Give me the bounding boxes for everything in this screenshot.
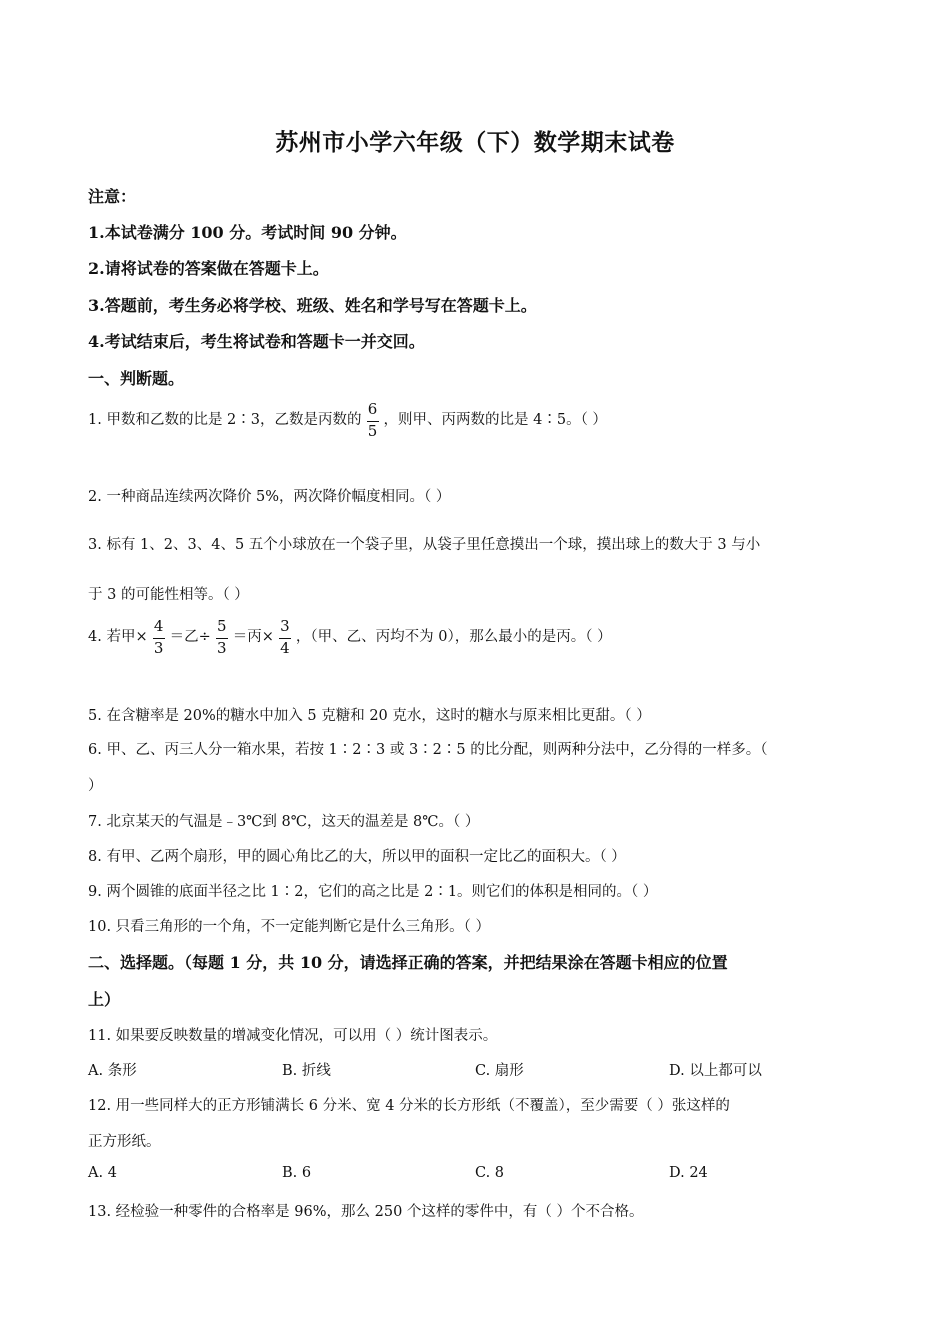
notes-heading: 注意： [88,187,137,206]
question-12-line-1: 12. 用一些同样大的正方形铺满长 6 分米、宽 4 分米的长方形纸（不覆盖），至少需要（ ）张这样的 [88,1098,730,1114]
option-c: C. 8 [475,1165,505,1181]
option-b: B. 6 [282,1165,312,1181]
question-6-line-1: 6. 甲、乙、丙三人分一箱水果，若按 1∶2∶3 或 3∶2∶5 的比分配，则两种分法中，乙分得的一样多。（ [88,742,768,758]
note-item: 2.请将试卷的答案做在答题卡上。 [88,259,329,278]
question-text: 4. 若甲× [88,629,148,645]
fraction-denominator: 5 [367,422,378,440]
question-text: ＝丙× [232,629,274,645]
note-item: 3.答题前，考生务必将学校、班级、姓名和学号写在答题卡上。 [88,296,537,315]
page-title: 苏州市小学六年级（下）数学期末试卷 [275,129,675,156]
note-item: 4.考试结束后，考生将试卷和答题卡一并交回。 [88,332,425,351]
question-text: 1. 甲数和乙数的比是 2∶3，乙数是丙数的 [88,412,362,428]
question-3-line-1: 3. 标有 1、2、3、4、5 五个小球放在一个袋子里，从袋子里任意摸出一个球，摸出球上的数大于 3 与小 [88,537,761,553]
fraction-numerator: 4 [153,617,164,635]
section-heading-judgement: 一、判断题。 [88,369,185,388]
option-a: A. 条形 [88,1063,137,1079]
fraction [278,617,292,657]
fraction [152,617,166,657]
note-item: 1.本试卷满分 100 分。考试时间 90 分钟。 [88,223,407,242]
fraction-numerator: 6 [367,400,378,418]
fraction-denominator: 4 [280,639,290,657]
question-11: 11. 如果要反映数量的增减变化情况，可以用（ ）统计图表示。 [88,1028,498,1044]
question-2: 2. 一种商品连续两次降价 5%，两次降价幅度相同。（ ） [88,489,451,505]
question-4 [88,617,612,657]
question-text: ，则甲、丙两数的比是 4∶5。（ ） [383,412,607,428]
option-c: C. 扇形 [475,1063,524,1079]
section-heading-choice: 二、选择题。（每题 1 分，共 10 分，请选择正确的答案，并把结果涂在答题卡相应的位置 [88,953,728,972]
question-6-line-2: ） [88,778,103,794]
question-5: 5. 在含糖率是 20%的糖水中加入 5 克糖和 20 克水，这时的糖水与原来相比更甜。（ ） [88,708,651,724]
option-d: D. 24 [669,1165,708,1181]
fraction-denominator: 3 [153,639,164,657]
question-7: 7. 北京某天的气温是﹣3℃到 8℃，这天的温差是 8℃。（ ） [88,814,480,830]
fraction [215,617,229,657]
question-1 [88,400,607,440]
question-9: 9. 两个圆锥的底面半径之比 1∶2，它们的高之比是 2∶1。则它们的体积是相同的。（ ） [88,884,658,900]
fraction [366,400,380,440]
question-text: ，（甲、乙、丙均不为 0），那么最小的是丙。（ ） [295,629,612,645]
question-13: 13. 经检验一种零件的合格率是 96%，那么 250 个这样的零件中，有（ ）个不合格。 [88,1204,644,1220]
fraction-numerator: 5 [216,617,227,635]
section-heading-choice-cont: 上） [88,990,121,1009]
option-d: D. 以上都可以 [669,1063,762,1079]
option-b: B. 折线 [282,1063,331,1079]
question-text: ＝乙÷ [169,629,211,645]
option-a: A. 4 [88,1165,117,1181]
question-10: 10. 只看三角形的一个角，不一定能判断它是什么三角形。（ ） [88,919,491,935]
question-3-line-2: 于 3 的可能性相等。（ ） [88,587,249,603]
fraction-denominator: 3 [216,639,227,657]
question-12-line-2: 正方形纸。 [88,1134,161,1150]
question-8: 8. 有甲、乙两个扇形，甲的圆心角比乙的大，所以甲的面积一定比乙的面积大。（ ） [88,849,626,865]
fraction-numerator: 3 [280,617,290,635]
